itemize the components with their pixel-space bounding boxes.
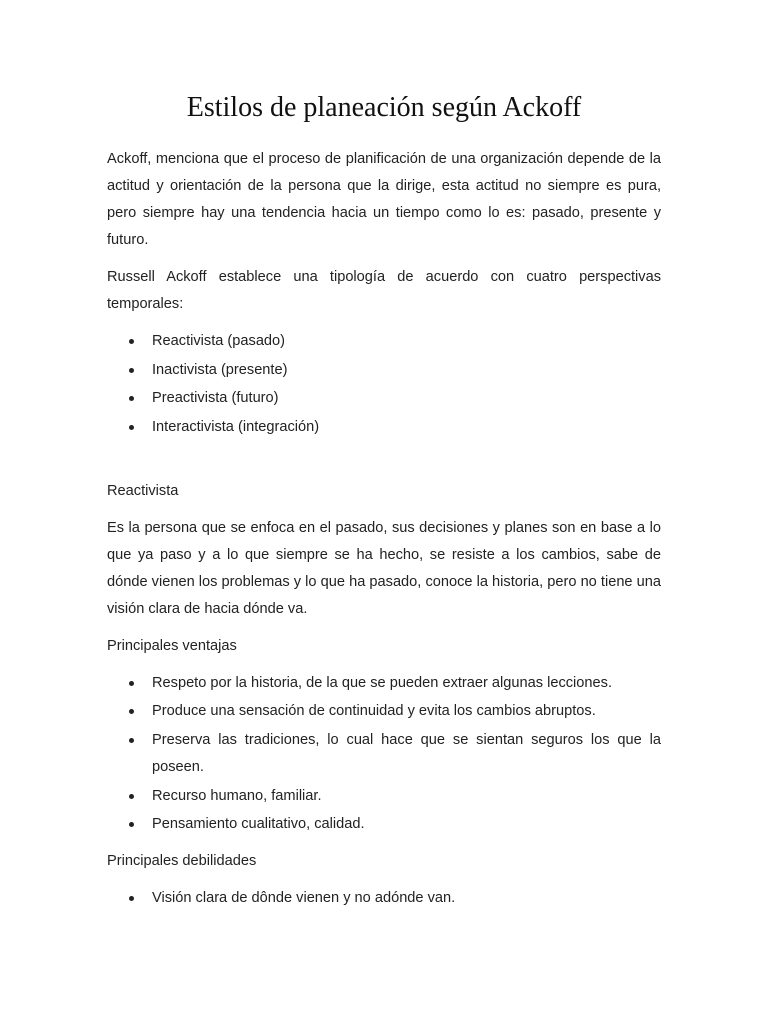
list-item	[107, 885, 661, 912]
list-item	[107, 328, 661, 355]
bullet-icon	[129, 896, 134, 901]
bullet-icon	[129, 794, 134, 799]
intro-paragraph-2: Russell Ackoff establece una tipología de acuerdo con cuatro perspectivas temporales:	[107, 269, 661, 312]
bullet-icon	[129, 396, 134, 401]
list-item-text: Visión clara de dônde vienen y no adónde van.	[152, 890, 456, 907]
bullet-icon	[129, 709, 134, 714]
bullet-icon	[129, 822, 134, 827]
bullet-icon	[129, 368, 134, 373]
list-item	[107, 670, 661, 697]
bullet-icon	[129, 339, 134, 344]
list-item	[107, 357, 661, 384]
list-item	[107, 727, 661, 781]
document-body	[107, 146, 661, 922]
list-item	[107, 783, 661, 810]
list-item-text: Respeto por la historia, de la que se pueden extraer algunas lecciones.	[152, 674, 612, 691]
advantages-heading: Principales ventajas	[107, 637, 237, 654]
list-item	[107, 414, 661, 441]
perspectives-list	[107, 328, 661, 441]
weaknesses-list	[107, 885, 661, 912]
list-item-text: Pensamiento cualitativo, calidad.	[152, 816, 365, 833]
weaknesses-heading: Principales debilidades	[107, 853, 257, 870]
bullet-icon	[129, 425, 134, 430]
bullet-icon	[129, 738, 134, 743]
list-item-text: Interactivista (integración)	[152, 418, 320, 435]
document-title: Estilos de planeación según Ackoff	[186, 92, 582, 123]
advantages-list	[107, 670, 661, 838]
bullet-icon	[129, 681, 134, 686]
list-item	[107, 811, 661, 838]
list-item-text: Recurso humano, familiar.	[152, 787, 322, 804]
list-item-text: Inactivista (presente)	[152, 361, 288, 378]
list-item	[107, 698, 661, 725]
list-item-text: Preserva las tradiciones, lo cual hace que se sientan seguros los que la poseen.	[152, 731, 661, 775]
intro-paragraph-1: Ackoff, menciona que el proceso de planificación de una organización depende de la actitud y orientación de la persona que la dirige, esta actitud no siempre es pura, pero siempre hay una tendencia hacia un tiempo como lo es: pasado, presente y futuro.	[107, 151, 661, 248]
section-heading-reactivista: Reactivista	[107, 482, 179, 499]
list-item-text: Preactivista (futuro)	[152, 390, 279, 407]
list-item-text: Reactivista (pasado)	[152, 333, 286, 349]
blank-line	[107, 451, 661, 478]
section-paragraph: Es la persona que se enfoca en el pasado, sus decisiones y planes son en base a lo que ya paso y a lo que siempre se ha hecho, se resiste a los cambios, sabe de dónde vienen los problemas y lo que ha pasado, conoce la historia, pero no tiene una visión clara de hacia dónde va.	[107, 519, 661, 617]
list-item-text: Produce una sensación de continuidad y evita los cambios abruptos.	[152, 703, 596, 720]
list-item	[107, 385, 661, 412]
